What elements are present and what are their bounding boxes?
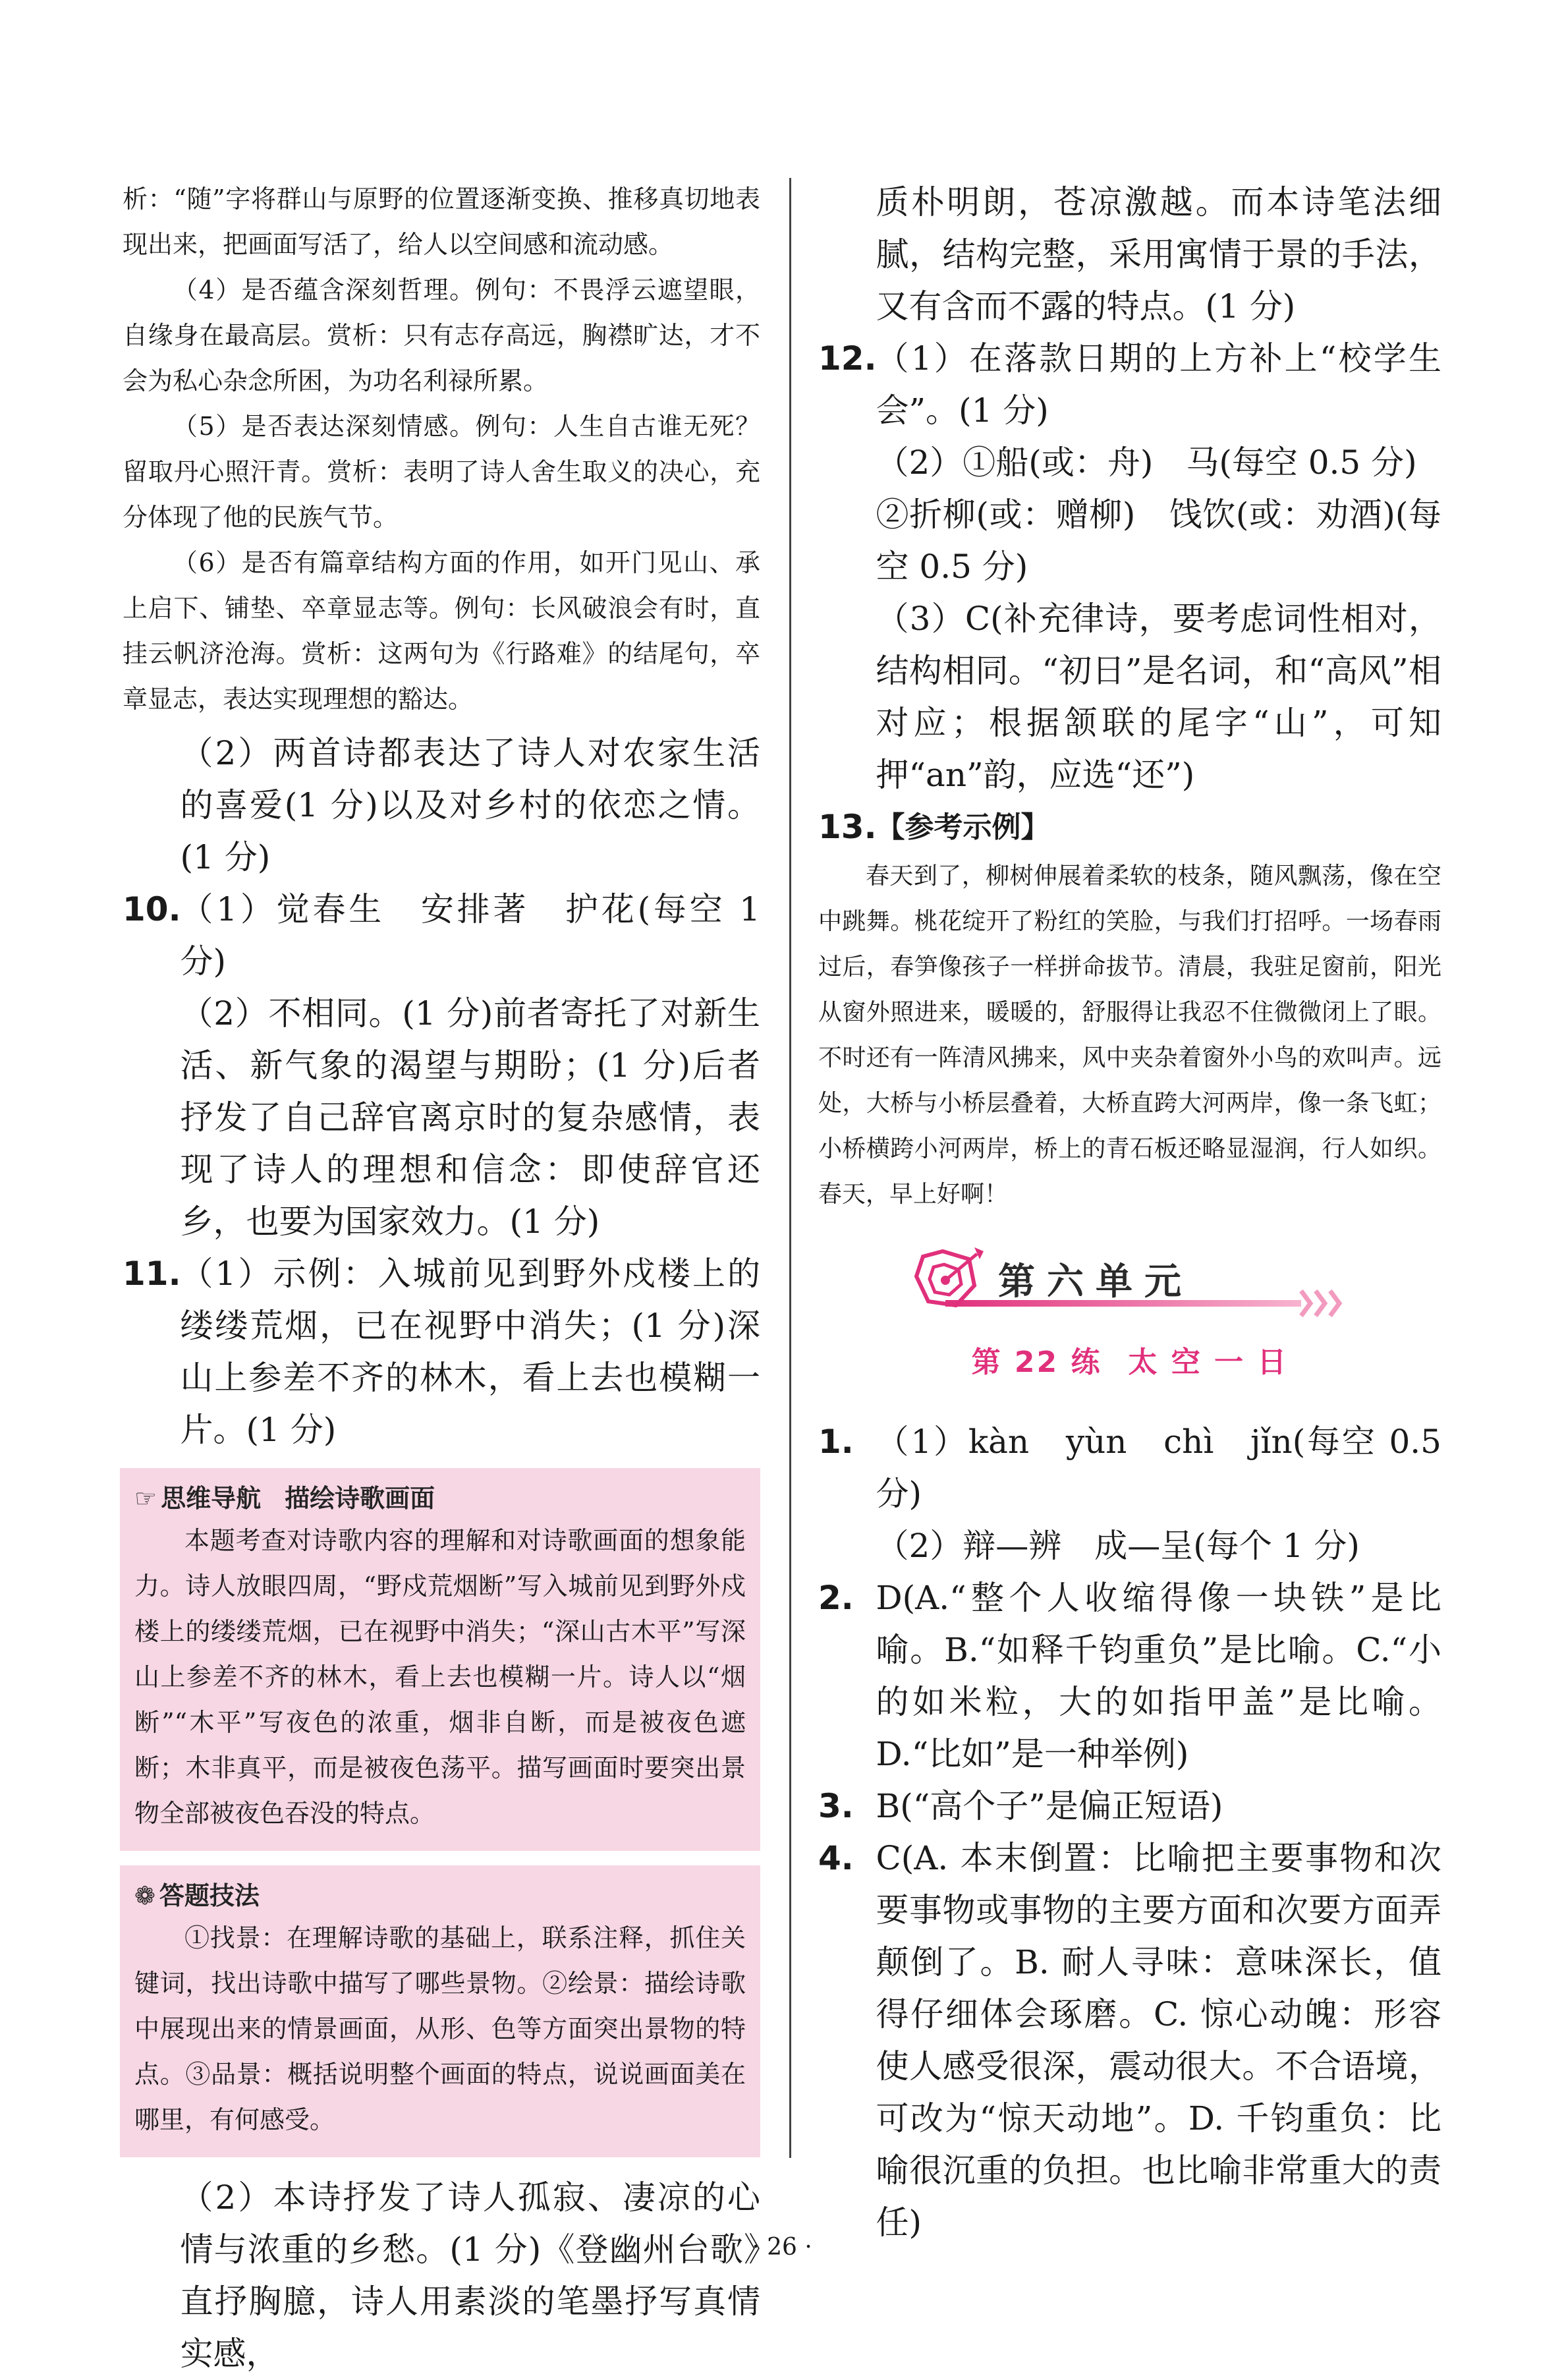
item-1-line-1: （1）kàn yùn chì jǐn(每空 0.5 分) bbox=[876, 1423, 1441, 1513]
question-number: 3. bbox=[818, 1787, 854, 1825]
analysis-continued: 析：“随”字将群山与原野的位置逐渐变换、推移真切地表现出来，把画面写活了，给人以空间感和流动感。 bbox=[123, 184, 760, 259]
box-subtitle: 描绘诗歌画面 bbox=[285, 1484, 435, 1513]
point-6: （6）是否有篇章结构方面的作用，如开门见山、承上启下、铺垫、卒章显志等。例句：长风破浪会有时，直挂云帆济沧海。赏析：这两句为《行路难》的结尾句，卒章显志，表达实现理想的豁达。 bbox=[123, 548, 760, 714]
answer-11-1: （1）示例：入城前见到野外戍楼上的缕缕荒烟，已在视野中消失；(1 分)深山上参差不齐的林木，看上去也模糊一片。(1 分) bbox=[180, 1255, 760, 1449]
item-3-line-1: B(“高个子”是偏正短语) bbox=[876, 1787, 1223, 1825]
lesson-heading bbox=[818, 1338, 1441, 1380]
unit-banner bbox=[906, 1245, 1354, 1318]
question-13 bbox=[818, 801, 1441, 853]
pointing-hand-icon: ☞ bbox=[134, 1484, 157, 1513]
box-header bbox=[134, 1876, 746, 1915]
question-number: 1. bbox=[818, 1423, 854, 1461]
column-divider bbox=[789, 178, 791, 2158]
unit-title: 第六单元 bbox=[998, 1261, 1193, 1303]
item-3 bbox=[818, 1780, 1441, 1832]
reference-example-heading: 【参考示例】 bbox=[876, 810, 1050, 844]
point-4: （4）是否蕴含深刻哲理。例句：不畏浮云遮望眼，自缘身在最高层。赏析：只有志存高远，胸襟旷达，才不会为私心杂念所困，为功名利禄所累。 bbox=[123, 275, 760, 395]
thinking-guide-box bbox=[120, 1468, 760, 1851]
lesson-title: 太 空 一 日 bbox=[1128, 1346, 1289, 1379]
answer-10-1: （1）觉春生 安排著 护花(每空 1 分) bbox=[180, 890, 760, 980]
box-title: 答题技法 bbox=[159, 1881, 260, 1910]
page-number: · 26 · bbox=[752, 2234, 812, 2261]
question-11 bbox=[123, 1248, 760, 1456]
question-12 bbox=[818, 333, 1441, 801]
answer-12-1: （1）在落款日期的上方补上“校学生会”。(1 分) bbox=[876, 339, 1441, 430]
unit-header bbox=[818, 1245, 1441, 1318]
question-10 bbox=[123, 884, 760, 1248]
box-title: 思维导航 bbox=[161, 1484, 262, 1513]
lesson-number: 第 22 练 bbox=[971, 1346, 1102, 1379]
box-text: ①找景：在理解诗歌的基础上，联系注释，抓住关键词，找出诗歌中描写了哪些景物。②绘景：描绘诗歌中展现出来的情景画面，从形、色等方面突出景物的特点。③品景：概括说明整个画面的特点，说说画面美在哪里，有何感受。 bbox=[134, 1923, 746, 2134]
answer-12-2b: ②折柳(或：赠柳) 饯饮(或：劝酒)(每空 0.5 分) bbox=[876, 496, 1441, 586]
item-2-line-1: D(A.“整个人收缩得像一块铁”是比喻。B.“如释千钧重负”是比喻。C.“小的如米粒，大的如指甲盖”是比喻。D.“比如”是一种举例) bbox=[876, 1579, 1441, 1773]
reference-example-text: 春天到了，柳树伸展着柔软的枝条，随风飘荡，像在空中跳舞。桃花绽开了粉红的笑脸，与我们打招呼。一场春雨过后，春笋像孩子一样拼命拔节。清晨，我驻足窗前，阳光从窗外照进来，暖暖的，舒服得让我忍不住微微闭上了眼。不时还有一阵清风拂来，风中夹杂着窗外小鸟的欢叫声。远处，大桥与小桥层叠着，大桥直跨大河两岸，像一条飞虹；小桥横跨小河两岸，桥上的青石板还略显湿润，行人如织。春天，早上好啊！ bbox=[818, 863, 1441, 1208]
answer-9-2: （2）两首诗都表达了诗人对农家生活的喜爱(1 分)以及对乡村的依恋之情。(1 分) bbox=[180, 734, 760, 876]
question-number: 2. bbox=[818, 1579, 854, 1617]
answer-technique-box bbox=[120, 1865, 760, 2157]
item-2 bbox=[818, 1572, 1441, 1780]
chevrons-icon bbox=[1301, 1291, 1339, 1316]
question-number: 12. bbox=[818, 339, 877, 378]
answer-10-2: （2）不相同。(1 分)前者寄托了对新生活、新气象的渴望与期盼；(1 分)后者抒发了自己辞官离京时的复杂感情，表现了诗人的理想和信念：即使辞官还乡，也要为国家效力。(1 分) bbox=[180, 994, 760, 1241]
question-number: 4. bbox=[818, 1839, 854, 1877]
answer-11-2: （2）本诗抒发了诗人孤寂、凄凉的心情与浓重的乡愁。(1 分)《登幽州台歌》直抒胸臆，诗人用素淡的笔墨抒写真情实感， bbox=[180, 2178, 760, 2373]
item-4 bbox=[818, 1832, 1441, 2249]
left-column bbox=[123, 177, 760, 2380]
flower-icon: ❁ bbox=[134, 1881, 155, 1910]
box-header bbox=[134, 1479, 746, 1518]
box-text: 本题考查对诗歌内容的理解和对诗歌画面的想象能力。诗人放眼四周，“野戍荒烟断”写入城前见到野外戍楼上的缕缕荒烟，已在视野中消失；“深山古木平”写深山上参差不齐的林木，看上去也模糊一片。诗人以“烟断”“木平”写夜色的浓重，烟非自断，而是被夜色遮断；木非真平，而是被夜色荡平。描写画面时要突出景物全部被夜色吞没的特点。 bbox=[134, 1526, 746, 1828]
answer-12-2: （2）①船(或：舟) 马(每空 0.5 分) bbox=[876, 443, 1417, 482]
question-number: 10. bbox=[123, 890, 181, 928]
answer-continued: 质朴明朗，苍凉激越。而本诗笔法细腻，结构完整，采用寓情于景的手法，又有含而不露的特点。(1 分) bbox=[876, 183, 1441, 326]
item-4-line-1: C(A. 本末倒置：比喻把主要事物和次要事物或事物的主要方面和次要方面弄颠倒了。B. 耐人寻味：意味深长，值得仔细体会琢磨。C. 惊心动魄：形容使人感受很深，震动很大。不合语境，可改为“惊天动地”。D. 千钧重负：比喻很沉重的负担。也比喻非常重大的责任) bbox=[876, 1839, 1441, 2242]
answer-12-3: （3）C(补充律诗，要考虑词性相对，结构相同。“初日”是名词，和“高风”相对应；根据颔联的尾字“山”，可知押“an”韵，应选“还”) bbox=[876, 600, 1441, 794]
item-1-line-2: （2）辩—辨 成—呈(每个 1 分) bbox=[876, 1527, 1360, 1565]
point-5: （5）是否表达深刻情感。例句：人生自古谁无死？留取丹心照汗青。赏析：表明了诗人舍生取义的决心，充分体现了他的民族气节。 bbox=[123, 412, 760, 532]
target-icon bbox=[916, 1247, 984, 1305]
question-number: 13. bbox=[818, 808, 877, 846]
right-column bbox=[818, 177, 1441, 2249]
question-number: 11. bbox=[123, 1255, 181, 1293]
item-1 bbox=[818, 1416, 1441, 1572]
